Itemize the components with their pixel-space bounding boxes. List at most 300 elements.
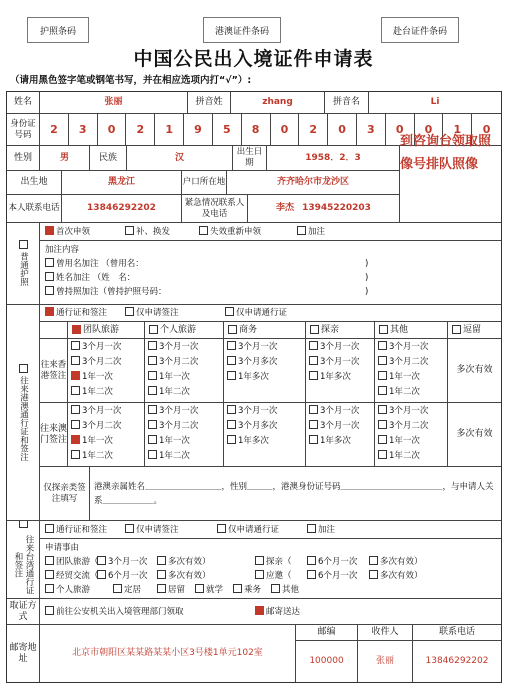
visa-mo-3-1-box[interactable] <box>309 420 318 429</box>
passport-add-item-1-box[interactable] <box>45 272 54 281</box>
visa-mo-4-2-label: 1年一次 <box>389 436 420 446</box>
visa-mo-2-1[interactable] <box>227 421 277 431</box>
tw-l1-5[interactable] <box>369 557 423 567</box>
visa-mo-3-2[interactable] <box>309 436 351 446</box>
visa-hk-1-2[interactable] <box>148 372 190 382</box>
name-field[interactable]: 张丽 <box>40 92 188 114</box>
visa-mo-1-2[interactable] <box>148 436 190 446</box>
visa-hk-0-2-label: 1年一次 <box>82 372 113 382</box>
tw-l1-4[interactable] <box>307 557 357 567</box>
relative-text[interactable]: 港澳亲属姓名＿＿＿＿＿＿＿＿＿，性别＿＿＿，港澳身份证号码＿＿＿＿＿＿＿＿＿＿＿＿，与申请人关系＿＿＿＿＿＿。 <box>90 467 501 521</box>
hkmo-barcode-box <box>203 17 281 43</box>
passport-barcode-label: 护照条码 <box>39 26 76 37</box>
visa-hk-2-2-label: 1年多次 <box>238 372 269 382</box>
visa-hk-4-2-box[interactable] <box>378 371 387 380</box>
visa-mo-1-0-box[interactable] <box>148 405 157 414</box>
visa-hk-1-1-box[interactable] <box>148 356 157 365</box>
passport-add-item-1-label: 姓名加注 （姓 名： <box>56 273 136 283</box>
visa-mo-4-0[interactable] <box>378 406 428 416</box>
visa-hk-0-1[interactable] <box>71 357 121 367</box>
passport-section-label: 普通护照 <box>7 223 40 305</box>
hukou-label: 户口所在地 <box>182 171 227 195</box>
visa-hk-0-2-box[interactable] <box>71 371 80 380</box>
taiwan-checkbox[interactable] <box>19 521 28 528</box>
birth-label: 出生日期 <box>233 146 267 171</box>
tw-l1-0-box[interactable] <box>45 556 54 565</box>
visa-mo-0-2-box[interactable] <box>71 435 80 444</box>
visa-hk-3-1-box[interactable] <box>309 356 318 365</box>
visa-mo-0-0-box[interactable] <box>71 405 80 414</box>
visa-hk-2-0-box[interactable] <box>227 341 236 350</box>
passport-add-item-2-label: 曾持照加注（曾持护照号码： <box>56 287 167 297</box>
visa-mo-1-1-box[interactable] <box>148 420 157 429</box>
visa-mo-4-3-label: 1年二次 <box>389 451 420 461</box>
id-digit[interactable]: 0 <box>98 114 127 146</box>
tw-l2-5-box[interactable] <box>369 570 378 579</box>
visa-hk-1-0-box[interactable] <box>148 341 157 350</box>
visa-hk-3-0-box[interactable] <box>309 341 318 350</box>
emergency-name: 李杰 <box>276 203 295 213</box>
id-digit[interactable]: 3 <box>357 114 386 146</box>
visa-mo-0-1[interactable] <box>71 421 121 431</box>
mail-label: 邮寄地址 <box>7 625 40 682</box>
visa-mo-3-0[interactable] <box>309 406 359 416</box>
tw-l3-2-box[interactable] <box>157 584 166 593</box>
relative-label: 仅探亲类签注填写 <box>40 467 90 521</box>
id-digit[interactable]: 0 <box>271 114 300 146</box>
visa-mo-0-0-label: 3个月一次 <box>82 406 122 416</box>
taiwan-barcode-label: 赴台证件条码 <box>392 26 447 37</box>
tw-l2-0-box[interactable] <box>45 570 54 579</box>
mail-address[interactable]: 北京市朝阳区某某路某某小区3号楼1单元102室 <box>40 625 296 682</box>
passport-add-title: 加注内容 <box>45 245 80 255</box>
id-digit[interactable]: 5 <box>213 114 242 146</box>
visa-mo-3-2-label: 1年多次 <box>320 436 351 446</box>
tw-l1-0-label: 团队旅游（ <box>56 557 99 567</box>
visa-hk-1-2-box[interactable] <box>148 371 157 380</box>
visa-mo-4-3[interactable] <box>378 451 420 461</box>
visa-mo-1-3-box[interactable] <box>148 450 157 459</box>
zip-field[interactable]: 100000 <box>296 641 358 682</box>
name-label: 姓名 <box>7 92 40 114</box>
hkmo-option-1-box[interactable] <box>125 307 134 316</box>
id-digit[interactable]: 1 <box>155 114 184 146</box>
tw-l3-3[interactable] <box>195 585 223 595</box>
visa-mo-0-3[interactable] <box>71 451 113 461</box>
passport-options-row <box>40 223 501 241</box>
visa-hk-3-1[interactable] <box>309 357 359 367</box>
visa-hk-4-3[interactable] <box>378 387 420 397</box>
taiwan-barcode-box <box>381 17 459 43</box>
birthplace-field[interactable]: 黑龙江 <box>62 171 182 195</box>
pickup-opt-1[interactable] <box>45 607 184 617</box>
id-digit[interactable]: 9 <box>184 114 213 146</box>
visa-mo-0-3-label: 1年二次 <box>82 451 113 461</box>
taiwan-option-3[interactable] <box>307 525 335 535</box>
phone-field[interactable]: 13846292202 <box>62 195 182 223</box>
hkmo-type-4-box[interactable] <box>379 325 388 334</box>
visa-hk-0-0-label: 3个月一次 <box>82 342 122 352</box>
visa-mo-4-1[interactable] <box>378 421 428 431</box>
tw-l2-0-label: 经贸交流（ <box>56 571 99 581</box>
visa-mo-1-0-label: 3个月一次 <box>159 406 199 416</box>
tw-l3-2[interactable] <box>157 585 185 595</box>
passport-option-1[interactable] <box>125 227 170 237</box>
visa-mo-1-1-label: 3个月二次 <box>159 421 199 431</box>
hkmo-barcode-label: 港澳证件条码 <box>214 26 269 37</box>
visa-hk-3-0-label: 3个月一次 <box>320 342 360 352</box>
hkmo-option-0-label: 通行证和签注 <box>56 308 108 318</box>
passport-add-item-0[interactable] <box>45 259 144 269</box>
visa-mo-0-2-label: 1年一次 <box>82 436 113 446</box>
tw-l3-3-box[interactable] <box>195 584 204 593</box>
recipient-label: 收件人 <box>358 625 413 641</box>
birth-field[interactable]: 1958．2．3 <box>267 146 400 171</box>
gender-label: 性别 <box>7 146 40 171</box>
tw-l2-2-label: 多次有效） <box>168 571 211 581</box>
visa-hk-2-1-label: 3个月多次 <box>238 357 278 367</box>
tw-l1-1-label: 3个月一次 <box>108 557 148 567</box>
taiwan-option-0-box[interactable] <box>45 524 54 533</box>
visa-hk-1-0-label: 3个月一次 <box>159 342 199 352</box>
hkmo-type-0 <box>68 322 145 339</box>
passport-option-3[interactable] <box>297 227 325 237</box>
taiwan-option-0[interactable] <box>45 525 107 535</box>
hkmo-option-1-label: 仅申请签注 <box>136 308 179 318</box>
visa-hk-4-0[interactable] <box>378 342 428 352</box>
visa-mo-3-1[interactable] <box>309 421 359 431</box>
tw-l2-4-box[interactable] <box>307 570 316 579</box>
visa-mo-3-0-box[interactable] <box>309 405 318 414</box>
visa-hk-1-1[interactable] <box>148 357 198 367</box>
id-digit[interactable]: 0 <box>472 114 501 146</box>
tw-l3-5[interactable] <box>271 585 299 595</box>
hkmo-type-5 <box>448 322 501 339</box>
visa-hk-1-1-label: 3个月二次 <box>159 357 199 367</box>
visa-multi-hk: 多次有效 <box>448 339 501 403</box>
visa-mo-4-2-box[interactable] <box>378 435 387 444</box>
visa-hk-1-2-label: 1年一次 <box>159 372 190 382</box>
pinyin-given-field[interactable]: Li <box>369 92 501 114</box>
taiwan-option-1[interactable] <box>125 525 179 535</box>
taiwan-option-1-box[interactable] <box>125 524 134 533</box>
tw-l2-4-label: 6个月一次 <box>318 571 358 581</box>
tw-l2-3-box[interactable] <box>255 570 264 579</box>
visa-hk-2-0[interactable] <box>227 342 277 352</box>
visa-hk-4-1[interactable] <box>378 357 428 367</box>
hkmo-section-label: 往来港澳通行证和签注 <box>7 305 40 521</box>
visa-hk-1-3[interactable] <box>148 387 190 397</box>
pinyin-surname-label: 拼音姓 <box>188 92 231 114</box>
passport-option-3-box[interactable] <box>297 226 306 235</box>
visa-hk-0-3-label: 1年二次 <box>82 387 113 397</box>
visa-hk-3-0[interactable] <box>309 342 359 352</box>
visa-mo-0-1-box[interactable] <box>71 420 80 429</box>
visa-hk-3-2[interactable] <box>309 372 351 382</box>
visa-hk-3-2-box[interactable] <box>309 371 318 380</box>
visa-mo-1-2-label: 1年一次 <box>159 436 190 446</box>
visa-hk-1-3-box[interactable] <box>148 386 157 395</box>
visa-hk-0-1-label: 3个月二次 <box>82 357 122 367</box>
visa-mo-4-1-box[interactable] <box>378 420 387 429</box>
tw-l3-3-label: 就学 <box>206 585 224 595</box>
mail-tel-label: 联系电话 <box>413 625 501 641</box>
emergency-label: 紧急情况联系人及电话 <box>182 195 248 223</box>
tw-l2-2-box[interactable] <box>157 570 166 579</box>
visa-hk-4-3-box[interactable] <box>378 386 387 395</box>
passport-option-0-box[interactable] <box>45 226 54 235</box>
form-grid <box>6 91 502 683</box>
tw-l3-4[interactable] <box>233 585 261 595</box>
tw-l1-1-box[interactable] <box>97 556 106 565</box>
ethnic-label: 民族 <box>90 146 127 171</box>
tw-l2-5[interactable] <box>369 571 423 581</box>
visa-mo-4-0-box[interactable] <box>378 405 387 414</box>
passport-checkbox[interactable] <box>19 240 28 249</box>
pickup-opt-1-label: 前往公安机关出入境管理部门领取 <box>56 607 184 617</box>
visa-hk-0-3[interactable] <box>71 387 113 397</box>
passport-add-close-2: ) <box>365 287 369 297</box>
passport-option-2-label: 失效重新申领 <box>210 227 262 237</box>
tw-l2-1-label: 6个月一次 <box>108 571 148 581</box>
passport-add-item-2-box[interactable] <box>45 286 54 295</box>
visa-mo-4-3-box[interactable] <box>378 450 387 459</box>
id-digit[interactable]: 2 <box>40 114 69 146</box>
tw-l2-1-box[interactable] <box>97 570 106 579</box>
hkmo-type-0-label: 团队旅游 <box>83 324 120 335</box>
passport-option-2[interactable] <box>199 227 261 237</box>
visa-hk-4-1-box[interactable] <box>378 356 387 365</box>
hkmo-type-1-box[interactable] <box>149 325 158 334</box>
visa-hk-4-3-label: 1年二次 <box>389 387 420 397</box>
passport-add-item-1[interactable] <box>45 273 135 283</box>
taiwan-option-2[interactable] <box>217 525 279 535</box>
visa-mo-1-0[interactable] <box>148 406 198 416</box>
id-digit[interactable]: 8 <box>242 114 271 146</box>
tw-l2-3[interactable] <box>255 571 292 581</box>
tw-l2-0[interactable] <box>45 571 99 581</box>
mail-tel-field[interactable]: 13846292202 <box>425 656 489 666</box>
passport-add-item-0-box[interactable] <box>45 258 54 267</box>
gender-field[interactable]: 男 <box>40 146 90 171</box>
visa-mo-3-1-label: 3个月一次 <box>320 421 360 431</box>
passport-option-3-label: 加注 <box>308 227 326 237</box>
passport-option-2-box[interactable] <box>199 226 208 235</box>
tw-l3-0-label: 个人旅游 <box>56 585 91 595</box>
hkmo-type-1 <box>145 322 224 339</box>
passport-option-0[interactable] <box>45 227 90 237</box>
visa-mo-3-0-label: 3个月一次 <box>320 406 360 416</box>
id-digit[interactable]: 0 <box>415 114 444 146</box>
hkmo-checkbox[interactable] <box>19 364 28 373</box>
visa-hk-0-3-box[interactable] <box>71 386 80 395</box>
passport-add-close-1: ) <box>365 273 369 283</box>
visa-mo-0-2[interactable] <box>71 436 113 446</box>
passport-add-close-0: ) <box>365 259 369 269</box>
visa-hk-4-1-label: 3个月二次 <box>389 357 429 367</box>
id-digit[interactable]: 0 <box>328 114 357 146</box>
tw-l3-1[interactable] <box>113 585 141 595</box>
tw-l3-1-label: 定居 <box>124 585 142 595</box>
hkmo-type-corner <box>40 322 68 339</box>
tw-l1-1[interactable] <box>97 557 147 567</box>
visa-hk-2-2-box[interactable] <box>227 371 236 380</box>
visa-hk-2-1[interactable] <box>227 357 277 367</box>
id-digit[interactable]: 1 <box>443 114 472 146</box>
pickup-opt-1-box[interactable] <box>45 606 54 615</box>
hkmo-type-2-label: 商务 <box>239 324 258 335</box>
hkmo-type-3-box[interactable] <box>310 325 319 334</box>
tw-l1-3[interactable] <box>255 557 292 567</box>
tw-l2-1[interactable] <box>97 571 147 581</box>
hkmo-type-0-box[interactable] <box>72 325 81 334</box>
visa-mo-2-0-label: 3个月一次 <box>238 406 278 416</box>
hkmo-option-1[interactable] <box>125 308 179 318</box>
pickup-opt-2-box[interactable] <box>255 606 264 615</box>
hkmo-type-5-box[interactable] <box>452 325 461 334</box>
tw-l3-2-label: 居留 <box>168 585 186 595</box>
hkmo-option-2-label: 仅申请通行证 <box>236 308 288 318</box>
zip-label: 邮编 <box>296 625 358 641</box>
passport-add-item-2[interactable] <box>45 287 167 297</box>
hukou-field[interactable]: 齐齐哈尔市龙沙区 <box>227 171 400 195</box>
visa-hk-3-1-label: 3个月一次 <box>320 357 360 367</box>
pinyin-surname-field[interactable]: zhang <box>231 92 325 114</box>
recipient-field[interactable]: 张丽 <box>358 641 413 682</box>
visa-hk-4-0-label: 3个月一次 <box>389 342 429 352</box>
visa-mo-2-2-box[interactable] <box>227 435 236 444</box>
taiwan-option-2-label: 仅申请通行证 <box>228 525 280 535</box>
id-digit[interactable]: 0 <box>386 114 415 146</box>
hkmo-type-4 <box>375 322 448 339</box>
tw-l1-4-box[interactable] <box>307 556 316 565</box>
taiwan-reason-title: 申请事由 <box>45 543 80 553</box>
tw-l1-4-label: 6个月一次 <box>318 557 358 567</box>
ethnic-field[interactable]: 汉 <box>127 146 233 171</box>
visa-mo-2-2-label: 1年多次 <box>238 436 269 446</box>
tw-l1-2[interactable] <box>157 557 211 567</box>
hkmo-type-5-label: 逗留 <box>463 324 482 335</box>
pickup-label: 取证方式 <box>7 599 40 625</box>
passport-option-1-label: 补、换发 <box>136 227 171 237</box>
tw-l2-2[interactable] <box>157 571 211 581</box>
tw-l2-3-label: 应邀（ <box>266 571 292 581</box>
visa-mo-0-1-label: 3个月二次 <box>82 421 122 431</box>
tw-l3-0[interactable] <box>45 585 90 595</box>
visa-hk-2-1-box[interactable] <box>227 356 236 365</box>
visa-mo-4-2[interactable] <box>378 436 420 446</box>
tw-l3-0-box[interactable] <box>45 584 54 593</box>
emergency-field[interactable] <box>248 195 400 223</box>
visa-mo-1-3-label: 1年二次 <box>159 451 190 461</box>
tw-l3-4-box[interactable] <box>233 584 242 593</box>
visa-mo-0-3-box[interactable] <box>71 450 80 459</box>
visa-mo-2-0[interactable] <box>227 406 277 416</box>
passport-option-1-box[interactable] <box>125 226 134 235</box>
visa-hk-4-2-label: 1年一次 <box>389 372 420 382</box>
taiwan-option-1-label: 仅申请签注 <box>136 525 179 535</box>
tw-l1-3-box[interactable] <box>255 556 264 565</box>
visa-mo-1-1[interactable] <box>148 421 198 431</box>
taiwan-option-0-label: 通行证和签注 <box>56 525 108 535</box>
tw-l1-2-label: 多次有效） <box>168 557 211 567</box>
visa-hk-0-0[interactable] <box>71 342 121 352</box>
hkmo-type-2 <box>224 322 306 339</box>
tw-l1-3-label: 探亲（ <box>266 557 292 567</box>
taiwan-option-2-box[interactable] <box>217 524 226 533</box>
hkmo-option-0[interactable] <box>45 308 107 318</box>
tw-l2-5-label: 多次有效） <box>380 571 423 581</box>
id-label: 身份证号码 <box>7 114 40 146</box>
visa-hk-4-0-box[interactable] <box>378 341 387 350</box>
mo-visa-label: 往来澳门签注 <box>40 403 68 467</box>
visa-hk-1-0[interactable] <box>148 342 198 352</box>
taiwan-option-3-label: 加注 <box>318 525 336 535</box>
visa-mo-2-1-label: 3个月多次 <box>238 421 278 431</box>
visa-hk-3-2-label: 1年多次 <box>320 372 351 382</box>
tw-l2-4[interactable] <box>307 571 357 581</box>
hkmo-option-2-box[interactable] <box>225 307 234 316</box>
hkmo-type-2-box[interactable] <box>228 325 237 334</box>
id-digit[interactable]: 2 <box>299 114 328 146</box>
id-digit[interactable]: 3 <box>69 114 98 146</box>
visa-mo-1-2-box[interactable] <box>148 435 157 444</box>
hkmo-option-2[interactable] <box>225 308 287 318</box>
birthplace-label: 出生地 <box>7 171 62 195</box>
tw-l1-2-box[interactable] <box>157 556 166 565</box>
photo-side-note: 到咨询台领取照像号排队照像 <box>400 134 492 172</box>
tw-l1-0[interactable] <box>45 557 99 567</box>
tw-l1-5-label: 多次有效） <box>380 557 423 567</box>
visa-hk-4-2[interactable] <box>378 372 420 382</box>
hkmo-type-3 <box>306 322 375 339</box>
hk-visa-label: 往来香港签注 <box>40 339 68 403</box>
tw-l3-5-box[interactable] <box>271 584 280 593</box>
passport-option-0-label: 首次申领 <box>56 227 91 237</box>
visa-mo-2-0-box[interactable] <box>227 405 236 414</box>
tw-l3-1-box[interactable] <box>113 584 122 593</box>
pickup-opt-2[interactable] <box>255 607 300 617</box>
visa-mo-4-1-label: 3个月二次 <box>389 421 429 431</box>
tw-l1-5-box[interactable] <box>369 556 378 565</box>
visa-hk-2-0-label: 3个月一次 <box>238 342 278 352</box>
form-subtitle: （请用黑色签字笔或钢笔书写，并在相应选项内打“√”）: <box>10 75 252 86</box>
tw-l3-4-label: 乘务 <box>244 585 262 595</box>
visa-hk-0-1-box[interactable] <box>71 356 80 365</box>
visa-mo-3-2-box[interactable] <box>309 435 318 444</box>
visa-mo-2-2[interactable] <box>227 436 269 446</box>
pickup-opt-2-label: 邮寄送达 <box>266 607 301 617</box>
visa-mo-4-0-label: 3个月一次 <box>389 406 429 416</box>
visa-hk-0-2[interactable] <box>71 372 113 382</box>
visa-hk-0-0-box[interactable] <box>71 341 80 350</box>
visa-hk-2-2[interactable] <box>227 372 269 382</box>
visa-mo-0-0[interactable] <box>71 406 121 416</box>
tw-l3-5-label: 其他 <box>282 585 300 595</box>
passport-barcode-box <box>27 17 89 43</box>
hkmo-type-4-label: 其他 <box>390 324 409 335</box>
taiwan-section-label: 往来台湾通行证和签注 <box>7 521 40 599</box>
form-title: 中国公民出入境证件申请表 <box>133 48 374 70</box>
id-digit[interactable]: 2 <box>126 114 155 146</box>
hkmo-option-0-box[interactable] <box>45 307 54 316</box>
emergency-phone: 13945220203 <box>302 203 371 213</box>
phone-label: 本人联系电话 <box>7 195 62 223</box>
visa-mo-2-1-box[interactable] <box>227 420 236 429</box>
taiwan-option-3-box[interactable] <box>307 524 316 533</box>
visa-mo-1-3[interactable] <box>148 451 190 461</box>
passport-add-item-0-label: 曾用名加注 （曾用名： <box>56 259 144 269</box>
